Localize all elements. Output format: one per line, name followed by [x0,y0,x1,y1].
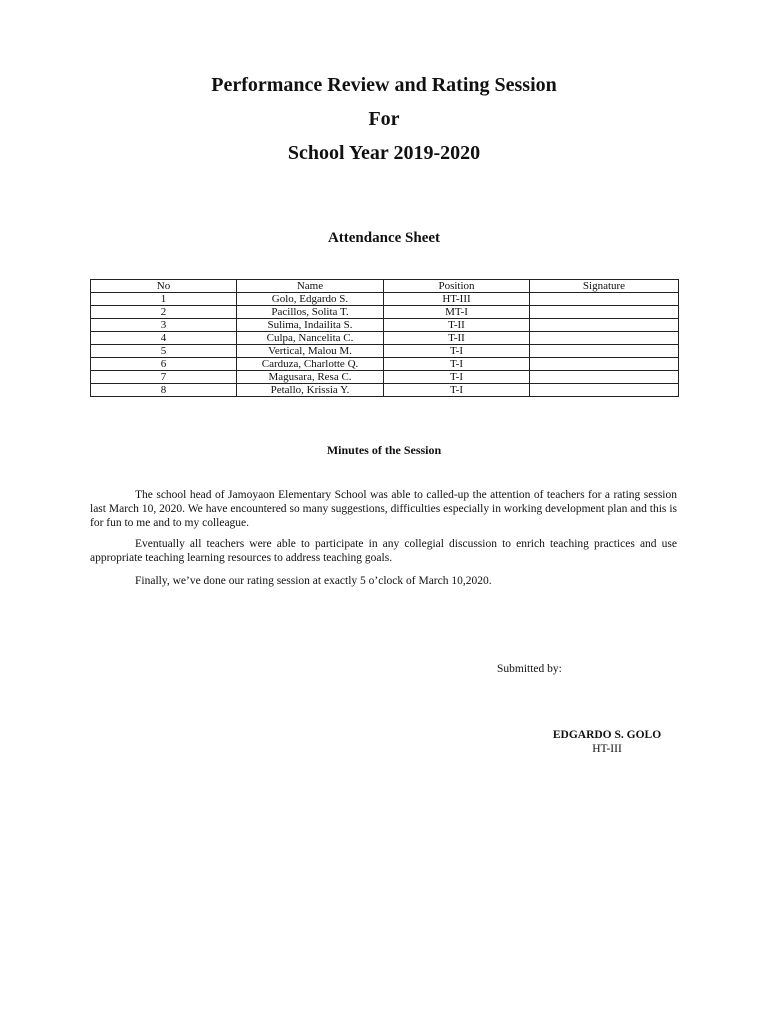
cell-name: Petallo, Krissia Y. [237,384,384,397]
minutes-heading: Minutes of the Session [326,443,442,457]
cell-signature [530,306,679,319]
cell-signature [530,371,679,384]
table-row [91,384,679,397]
minutes-paragraph-2: Eventually all teachers were able to participate in any collegial discussion to enrich teaching practices and use appropriate teaching learning resources to address teaching goals. [90,538,677,564]
cell-position: MT-I [384,306,530,319]
cell-signature [530,319,679,332]
cell-name: Vertical, Malou M. [237,345,384,358]
cell-position: HT-III [384,293,530,306]
cell-position: T-I [384,358,530,371]
table-row [91,306,679,319]
attendance-table [90,279,679,397]
cell-signature [530,332,679,345]
table-row [91,293,679,306]
cell-position: T-I [384,371,530,384]
cell-signature [530,384,679,397]
cell-name: Magusara, Resa C. [237,371,384,384]
column-header-name: Name [237,280,384,293]
minutes-paragraph-1: The school head of Jamoyaon Elementary School was able to called-up the attention of teachers for a rating session last March 10, 2020. We have encountered so many suggestions, difficulties especially in working development plan and this is for fun to me and to my colleague. [90,489,677,529]
cell-name: Pacillos, Solita T. [237,306,384,319]
cell-position: T-II [384,332,530,345]
cell-name: Golo, Edgardo S. [237,293,384,306]
table-row [91,371,679,384]
cell-no: 4 [91,332,237,345]
cell-no: 5 [91,345,237,358]
cell-name: Sulima, Indailita S. [237,319,384,332]
column-header-position: Position [384,280,530,293]
cell-name: Carduza, Charlotte Q. [237,358,384,371]
document-title-for: For [368,108,400,130]
cell-no: 3 [91,319,237,332]
cell-no: 8 [91,384,237,397]
minutes-paragraph-3: Finally, we’ve done our rating session at exactly 5 o’clock of March 10,2020. [135,575,492,587]
submitted-by-label: Submitted by: [497,663,562,675]
cell-position: T-I [384,345,530,358]
cell-no: 2 [91,306,237,319]
column-header-signature: Signature [530,280,679,293]
school-year-title: School Year 2019-2020 [287,142,481,164]
cell-position: T-II [384,319,530,332]
document-title: Performance Review and Rating Session [211,74,557,96]
table-row [91,332,679,345]
signatory-name: EDGARDO S. GOLO [552,729,662,741]
attendance-sheet-heading: Attendance Sheet [327,230,441,246]
cell-no: 7 [91,371,237,384]
cell-no: 1 [91,293,237,306]
signatory-position: HT-III [592,743,622,755]
attendance-header-row [91,280,679,293]
table-row [91,358,679,371]
cell-signature [530,345,679,358]
cell-signature [530,358,679,371]
cell-no: 6 [91,358,237,371]
cell-position: T-I [384,384,530,397]
cell-signature [530,293,679,306]
table-row [91,345,679,358]
cell-name: Culpa, Nancelita C. [237,332,384,345]
table-row [91,319,679,332]
column-header-no: No [91,280,237,293]
